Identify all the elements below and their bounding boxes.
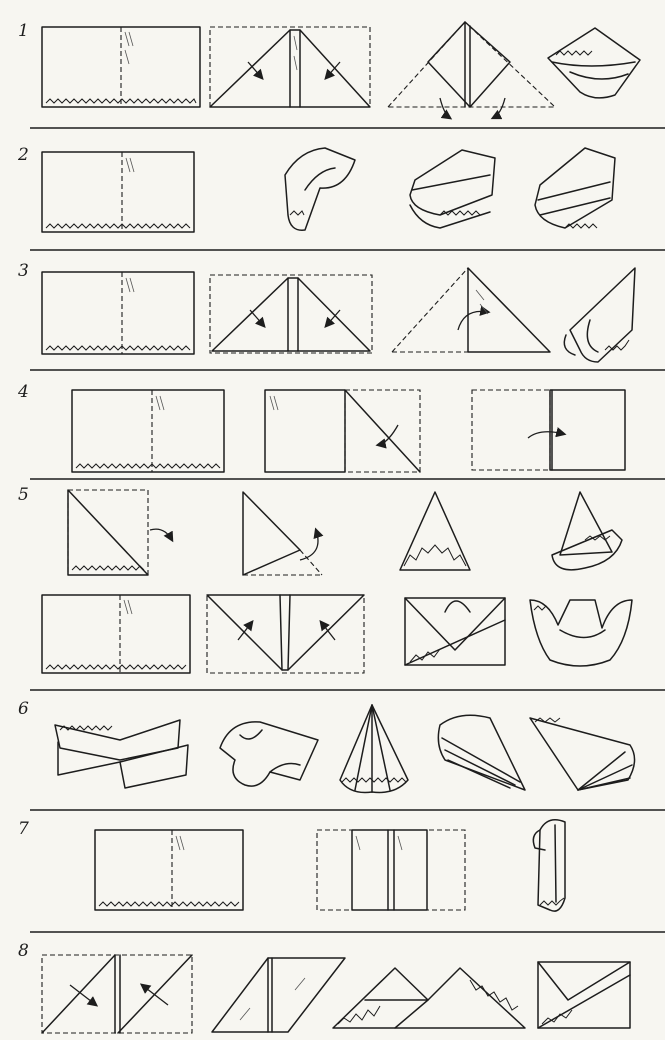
row-5-step-5-flat-napkin [42,595,190,673]
row-4-step-1-flat-napkin [72,390,224,472]
row-7-step-1-flat-napkin [95,830,243,910]
row-5-step-3-cone [400,492,470,570]
row-5-step-2-triangle-fold [243,492,322,575]
row-8-step-2-parallelogram [212,958,345,1032]
row-3-step-3-half-fold [392,268,550,352]
row-number-2: 2 [18,145,29,165]
row-4-step-3-half-fold [472,390,625,470]
row-5-step-1-diagonal-fold [68,490,172,575]
row-6-step-2-twisted-napkin [220,722,318,786]
row-1-step-1-flat-napkin [42,27,200,107]
row-6-step-1-bow-fold [55,720,188,788]
row-number-3: 3 [18,261,29,281]
row-separators [30,128,665,932]
row-6-step-5-finished-fan [530,718,635,790]
row-5-step-7-folded-crown [405,598,505,665]
row-number-1: 1 [18,21,29,41]
row-number-6: 6 [18,699,29,719]
row-6-step-3-fan-cone [340,705,408,793]
row-number-4: 4 [18,382,29,402]
row-1-step-2-fold-corners [210,27,370,107]
row-1-step-4-folded-result [548,28,640,98]
row-number-8: 8 [18,941,29,961]
row-8-step-4-finished-crown [538,962,630,1028]
row-3-step-1-flat-napkin [42,272,194,354]
row-7-step-2-folded-strip [317,830,465,910]
row-3-step-2-fold-corners [210,275,372,353]
row-8-step-1-fold-diagonals [42,955,192,1033]
row-4-step-2-fold-diagonal [265,390,420,472]
row-6-step-4-layered-fan [438,715,525,790]
row-number-5: 5 [18,485,29,505]
row-7-step-3-rolled-strip [533,820,565,911]
row-8-step-3-double-peak [333,968,525,1028]
row-2-step-3-layered-napkin [410,150,495,228]
row-number-7: 7 [18,819,29,839]
row-1-step-3-triangle [388,22,555,118]
row-5-step-8-finished-crown [530,600,632,666]
row-5-step-6-fold-corners [207,595,364,673]
row-2-step-1-flat-napkin [42,152,194,232]
row-2-step-2-rolled-napkin [285,148,355,230]
row-5-step-4-finished-cone [552,492,622,570]
row-2-step-4-finished-napkin [535,148,615,228]
row-3-step-4-finished-fan [564,268,635,362]
